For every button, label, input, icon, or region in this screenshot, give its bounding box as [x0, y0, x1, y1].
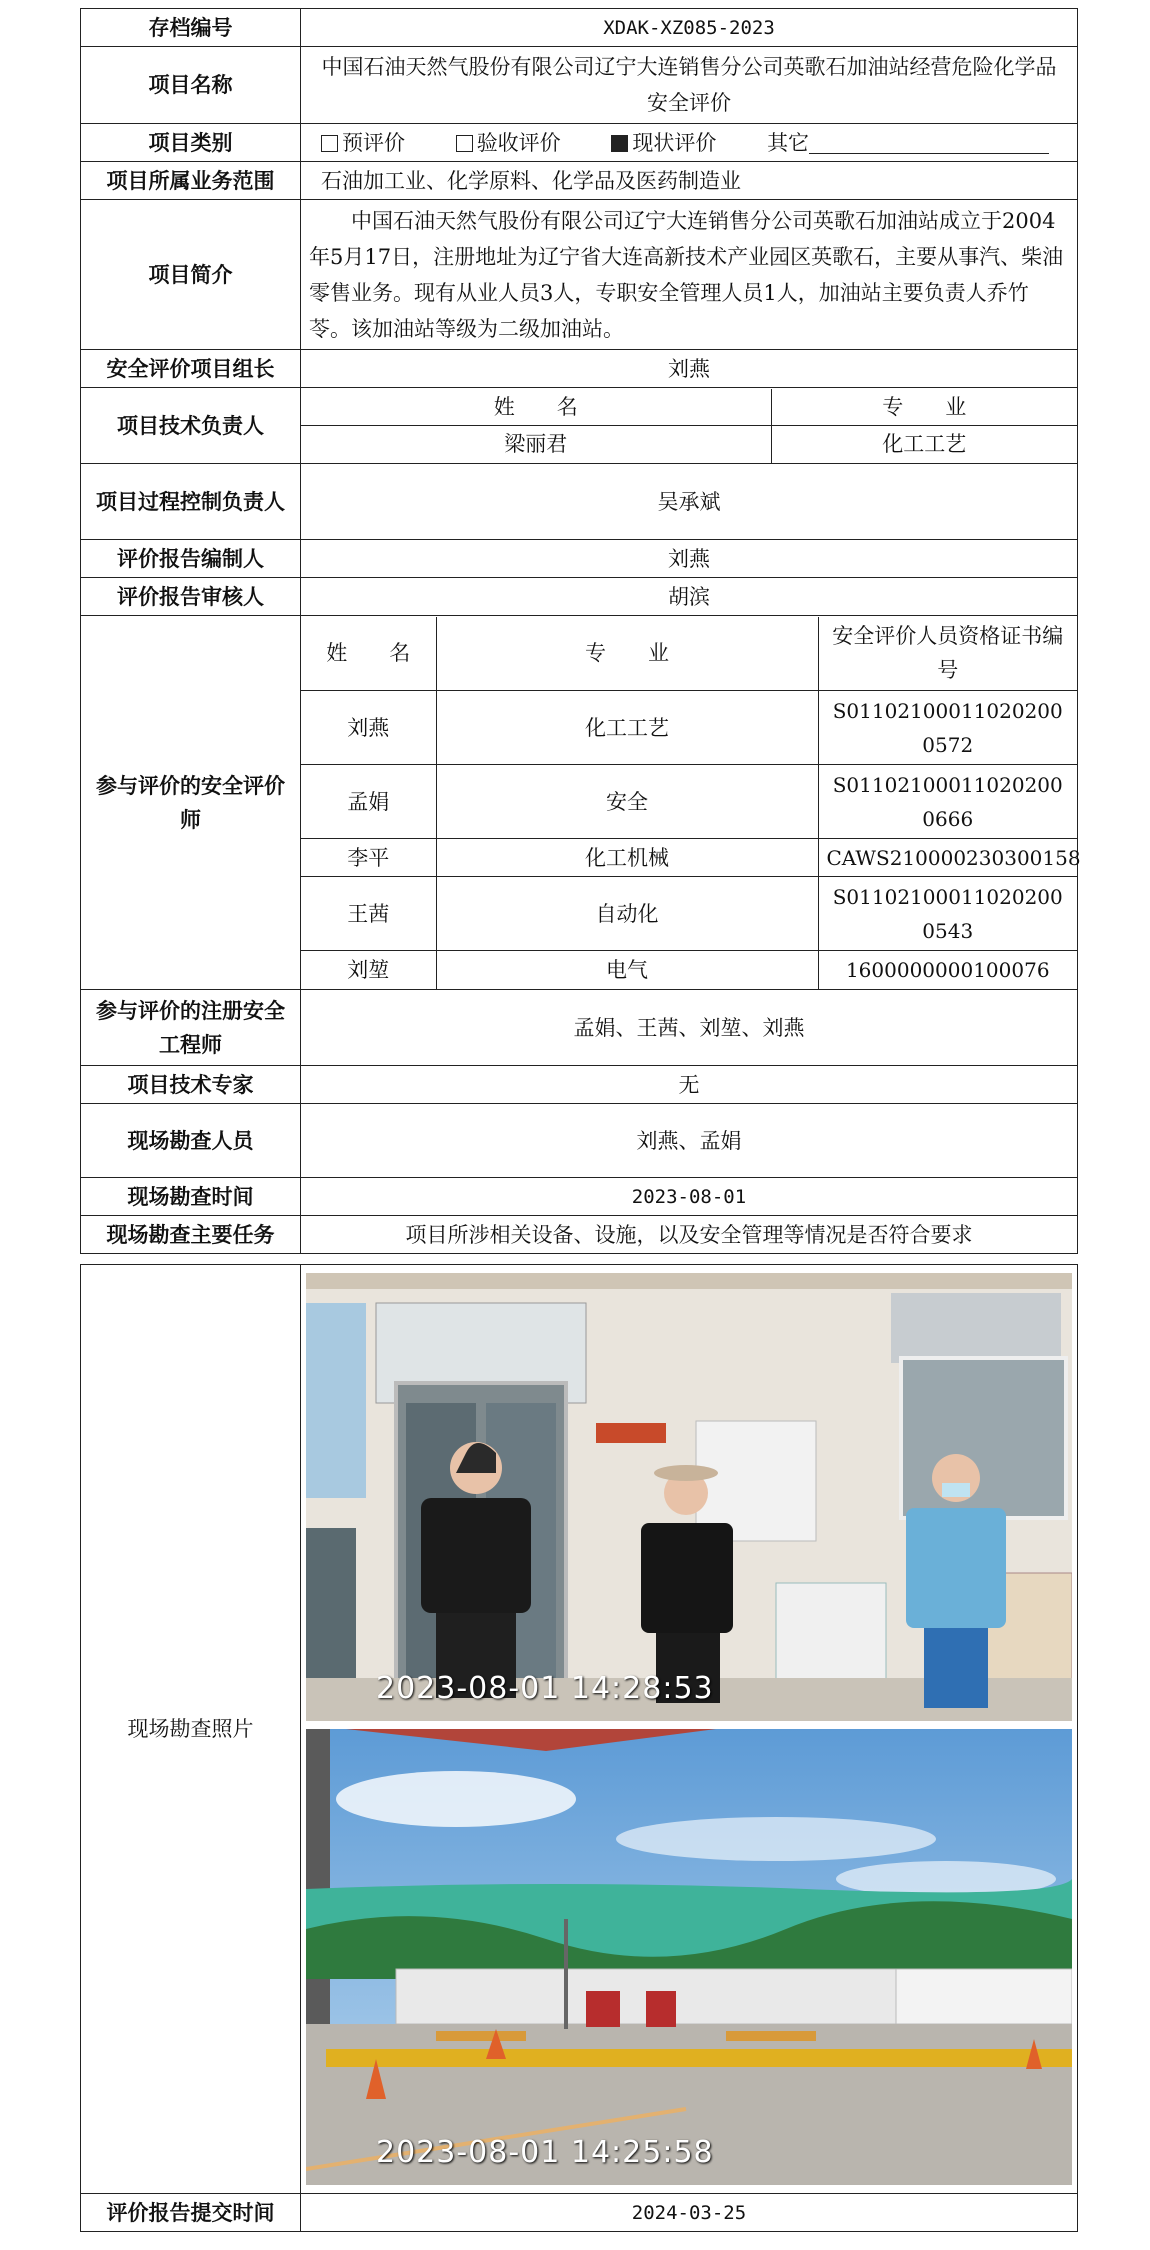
tech-lead-cell	[301, 388, 1078, 464]
option-status-evaluation: 现状评价	[611, 125, 716, 161]
compiler-label: 评价报告编制人	[81, 540, 301, 578]
experts-value: 无	[301, 1066, 1078, 1104]
assessor-major: 化工机械	[436, 839, 818, 877]
reviewer-value: 胡滨	[301, 578, 1078, 616]
tech-lead-table	[301, 389, 1077, 463]
checked-checkbox-icon	[611, 135, 628, 152]
photos-cell	[301, 1265, 1078, 2194]
assessors-label: 参与评价的安全评价师	[81, 616, 301, 990]
table-row	[301, 691, 1077, 765]
other-blank-line	[809, 131, 1049, 154]
experts-label: 项目技术专家	[81, 1066, 301, 1104]
intro-value: 中国石油天然气股份有限公司辽宁大连销售分公司英歌石加油站成立于2004年5月17日，注册地址为辽宁省大连高新技术产业园区英歌石，主要从事汽、柴油零售业务。现有从业人员3人，专职安全管理人员1人，加油站主要负责人乔竹苓。该加油站等级为二级加油站。	[301, 200, 1078, 350]
table-row	[301, 951, 1077, 989]
assessor-cert: S011021000110202000666	[818, 765, 1077, 839]
checkbox-icon	[456, 135, 473, 152]
process-control-label: 项目过程控制负责人	[81, 464, 301, 540]
table-row	[301, 839, 1077, 877]
surveyors-value: 刘燕、孟娟	[301, 1104, 1078, 1178]
assessor-name: 刘燕	[301, 691, 436, 765]
project-type-options	[301, 124, 1078, 162]
surveyors-label: 现场勘查人员	[81, 1104, 301, 1178]
table-row	[301, 877, 1077, 951]
business-scope-label: 项目所属业务范围	[81, 162, 301, 200]
reviewer-label: 评价报告审核人	[81, 578, 301, 616]
engineers-value: 孟娟、王茜、刘堃、刘燕	[301, 990, 1078, 1066]
assessor-name: 王茜	[301, 877, 436, 951]
tech-lead-label: 项目技术负责人	[81, 388, 301, 464]
tech-lead-major-header: 专 业	[771, 389, 1077, 426]
survey-task-value: 项目所涉相关设备、设施，以及安全管理等情况是否符合要求	[301, 1216, 1078, 1254]
site-photo-yard	[306, 1729, 1072, 2185]
assessor-name: 孟娟	[301, 765, 436, 839]
team-leader-value: 刘燕	[301, 350, 1078, 388]
assessor-cert: S011021000110202000543	[818, 877, 1077, 951]
table-row	[301, 765, 1077, 839]
survey-time-label: 现场勘查时间	[81, 1178, 301, 1216]
project-type-label: 项目类别	[81, 124, 301, 162]
photo-timestamp: 2023-08-01 14:25:58	[376, 2135, 714, 2170]
assessor-major: 化工工艺	[436, 691, 818, 765]
site-photo-entrance	[306, 1273, 1072, 1721]
assessors-cell	[301, 616, 1081, 990]
assessor-cert-header: 安全评价人员资格证书编号	[818, 617, 1077, 691]
survey-time-value: 2023-08-01	[301, 1178, 1078, 1216]
assessor-name: 刘堃	[301, 951, 436, 989]
option-acceptance-evaluation: 验收评价	[456, 125, 561, 161]
archive-no-label: 存档编号	[81, 9, 301, 47]
yard-photo-image	[306, 1729, 1072, 2185]
project-name-label: 项目名称	[81, 47, 301, 124]
submit-time-label: 评价报告提交时间	[81, 2194, 301, 2232]
assessor-major: 安全	[436, 765, 818, 839]
compiler-value: 刘燕	[301, 540, 1078, 578]
submit-time-value: 2024-03-25	[301, 2194, 1078, 2232]
tech-lead-name-header: 姓 名	[301, 389, 771, 426]
assessor-cert: S011021000110202000572	[818, 691, 1077, 765]
tech-lead-major: 化工工艺	[771, 426, 1077, 463]
intro-label: 项目简介	[81, 200, 301, 350]
entrance-photo-image	[306, 1273, 1072, 1721]
assessors-table	[301, 617, 1081, 989]
evaluation-info-table	[80, 8, 1081, 2232]
photos-label: 现场勘查照片	[81, 1265, 301, 2194]
option-pre-evaluation: 预评价	[321, 125, 405, 161]
business-scope-value: 石油加工业、化学原料、化学品及医药制造业	[301, 162, 1078, 200]
assessor-major-header: 专 业	[436, 617, 818, 691]
team-leader-label: 安全评价项目组长	[81, 350, 301, 388]
project-name-value: 中国石油天然气股份有限公司辽宁大连销售分公司英歌石加油站经营危险化学品安全评价	[301, 47, 1078, 124]
option-other: 其它	[767, 131, 1049, 155]
assessor-cert: CAWS210000230300158	[818, 839, 1077, 877]
checkbox-icon	[321, 135, 338, 152]
assessor-major: 自动化	[436, 877, 818, 951]
assessor-name-header: 姓 名	[301, 617, 436, 691]
assessor-cert: 1600000000100076	[818, 951, 1077, 989]
assessor-major: 电气	[436, 951, 818, 989]
assessor-name: 李平	[301, 839, 436, 877]
process-control-value: 吴承斌	[301, 464, 1078, 540]
survey-task-label: 现场勘查主要任务	[81, 1216, 301, 1254]
tech-lead-name: 梁丽君	[301, 426, 771, 463]
photo-timestamp: 2023-08-01 14:28:53	[376, 1671, 714, 1706]
engineers-label: 参与评价的注册安全工程师	[81, 990, 301, 1066]
archive-no-value: XDAK-XZ085-2023	[301, 9, 1078, 47]
